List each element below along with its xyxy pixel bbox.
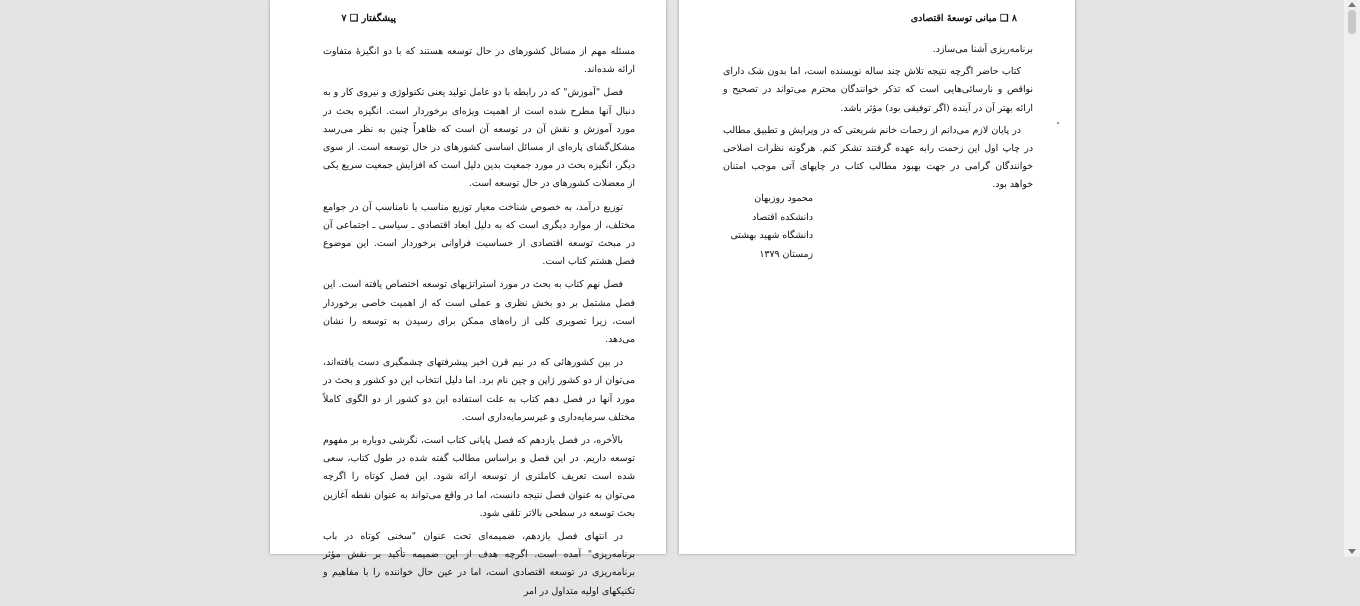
page-header bbox=[341, 13, 396, 24]
paragraph: در بین کشورهائی که در نیم قرن اخیر پیشرفتهای چشمگیری دست یافته‌اند، می‌توان از دو کشور ژاپن و چین نام برد. اما دلیل انتخاب این دو کشور و بحث در مورد آنها در فصل دهم کتاب به علت استفاده این دو کشور از دو الگوی کاملاً مختلف سرمایه‌داری و غیرسرمایه‌داری است. bbox=[323, 357, 635, 423]
page-header-text: پیشگفتار ❑ ۷ bbox=[341, 13, 396, 24]
page-body bbox=[723, 41, 1033, 199]
author-date: زمستان ۱۳۷۹ bbox=[759, 248, 813, 260]
paragraph: برنامه‌ریزی آشنا می‌سازد. bbox=[932, 44, 1033, 55]
scrollbar-thumb[interactable] bbox=[1348, 10, 1356, 34]
paragraph: فصل نهم کتاب به بحث در مورد استراتژیهای توسعه اختصاص یافته است. این فصل مشتمل بر دو بخش نظری و عملی است که از اهمیت خاصی برخوردار است، زیرا تصویری کلی از راه‌های ممکن برای رسیدن به توسعه را نشان می‌دهد. bbox=[323, 279, 635, 346]
paragraph: مسئله مهم از مسائل کشورهای در حال توسعه هستند که با دو انگیزهٔ متفاوت ارائه شده‌اند. bbox=[323, 46, 635, 76]
page-header bbox=[911, 13, 1017, 24]
paragraph: در انتهای فصل یازدهم، ضمیمه‌ای تحت عنوان "سخنی کوتاه در باب برنامه‌ریزی" آمده است. اگرچه هدف از این ضمیمه تأکید بر نقش مؤثر برنامه‌ریزی در توسعه اقتصادی است، اما در عین حال خواننده را با مفاهیم و تکنیکهای اولیه متداول در امر bbox=[323, 531, 635, 597]
page-mark bbox=[1057, 122, 1059, 124]
paragraph: فصل "آموزش" که در رابطه با دو عامل تولید یعنی تکنولوژی و نیروی کار و به دنبال آنها مطرح شده است از اهمیت ویژه‌ای برخوردار است. انگیزه بحث در مورد آموزش و نقش آن در توسعه آن است که ظاهراً چنین به نظر می‌رسد مشکل‌گشای پاره‌ای از مسائل اساسی کشورهای در حال توسعه است. از سوی دیگر، انگیزه بحث در مورد جمعیت بدین دلیل است که افزایش جمعیت سریع یکی از معضلات کشورهای در حال توسعه است. bbox=[323, 87, 635, 190]
scroll-up-arrow-icon[interactable] bbox=[1348, 2, 1356, 7]
vertical-scrollbar[interactable] bbox=[1344, 0, 1360, 557]
author-name: محمود روزبهان bbox=[754, 193, 813, 204]
paragraph: کتاب حاضر اگرچه نتیجه تلاش چند ساله نویسنده است، اما بدون شک دارای نواقص و نارسائی‌هایی است که تذکر خوانندگان محترم می‌تواند در تصحیح و ارائه بهتر آن در آینده (اگر توفیقی بود) مؤثر باشد. bbox=[723, 66, 1033, 114]
paragraph: بالأخره، در فصل یازدهم که فصل پایانی کتاب است، نگرشی دوباره بر مفهوم توسعه داریم. در این فصل و براساس مطالب گفته شده در طول کتاب، سعی شده است تعریف کاملتری از توسعه ارائه شود. این فصل کوتاه را اگرچه می‌توان به عنوان فصل نتیجه دانست، اما در واقع می‌تواند به عنوان نقطه آغازین بحث توسعه در سطحی بالاتر تلقی شود. bbox=[323, 435, 635, 519]
paragraph: در پایان لازم می‌دانم از زحمات خانم شریعتی که در ویرایش و تطبیق مطالب در چاپ اول این زحمت رابه عهده گرفتند تشکر کنم. هرگونه نظرات اصلاحی خوانندگان گرامی در جهت بهبود مطالب کتاب در چاپهای آتی موجب امتنان خواهد بود. bbox=[723, 124, 1033, 191]
scroll-down-arrow-icon[interactable] bbox=[1348, 549, 1356, 554]
author-university: دانشگاه شهید بهشتی bbox=[730, 230, 813, 241]
page-header-text: ۸ ❑ مبانی توسعهٔ اقتصادی bbox=[910, 13, 1017, 24]
author-faculty: دانشکده اقتصاد bbox=[752, 211, 813, 223]
paragraph: توزیع درآمد، به خصوص شناخت معیار توزیع مناسب یا نامناسب آن در جوامع مختلف، از موارد دیگری است که به دلیل ابعاد اقتصادی ـ سیاسی ـ اجتماعی آن در مبحث توسعه اقتصادی از حساسیت فراوانی برخوردار است. این موضوع فصل هشتم کتاب است. bbox=[323, 201, 635, 268]
page-8 bbox=[679, 0, 1075, 554]
page-7 bbox=[270, 0, 666, 597]
page-body bbox=[323, 43, 635, 606]
author-signature-block bbox=[730, 190, 813, 264]
